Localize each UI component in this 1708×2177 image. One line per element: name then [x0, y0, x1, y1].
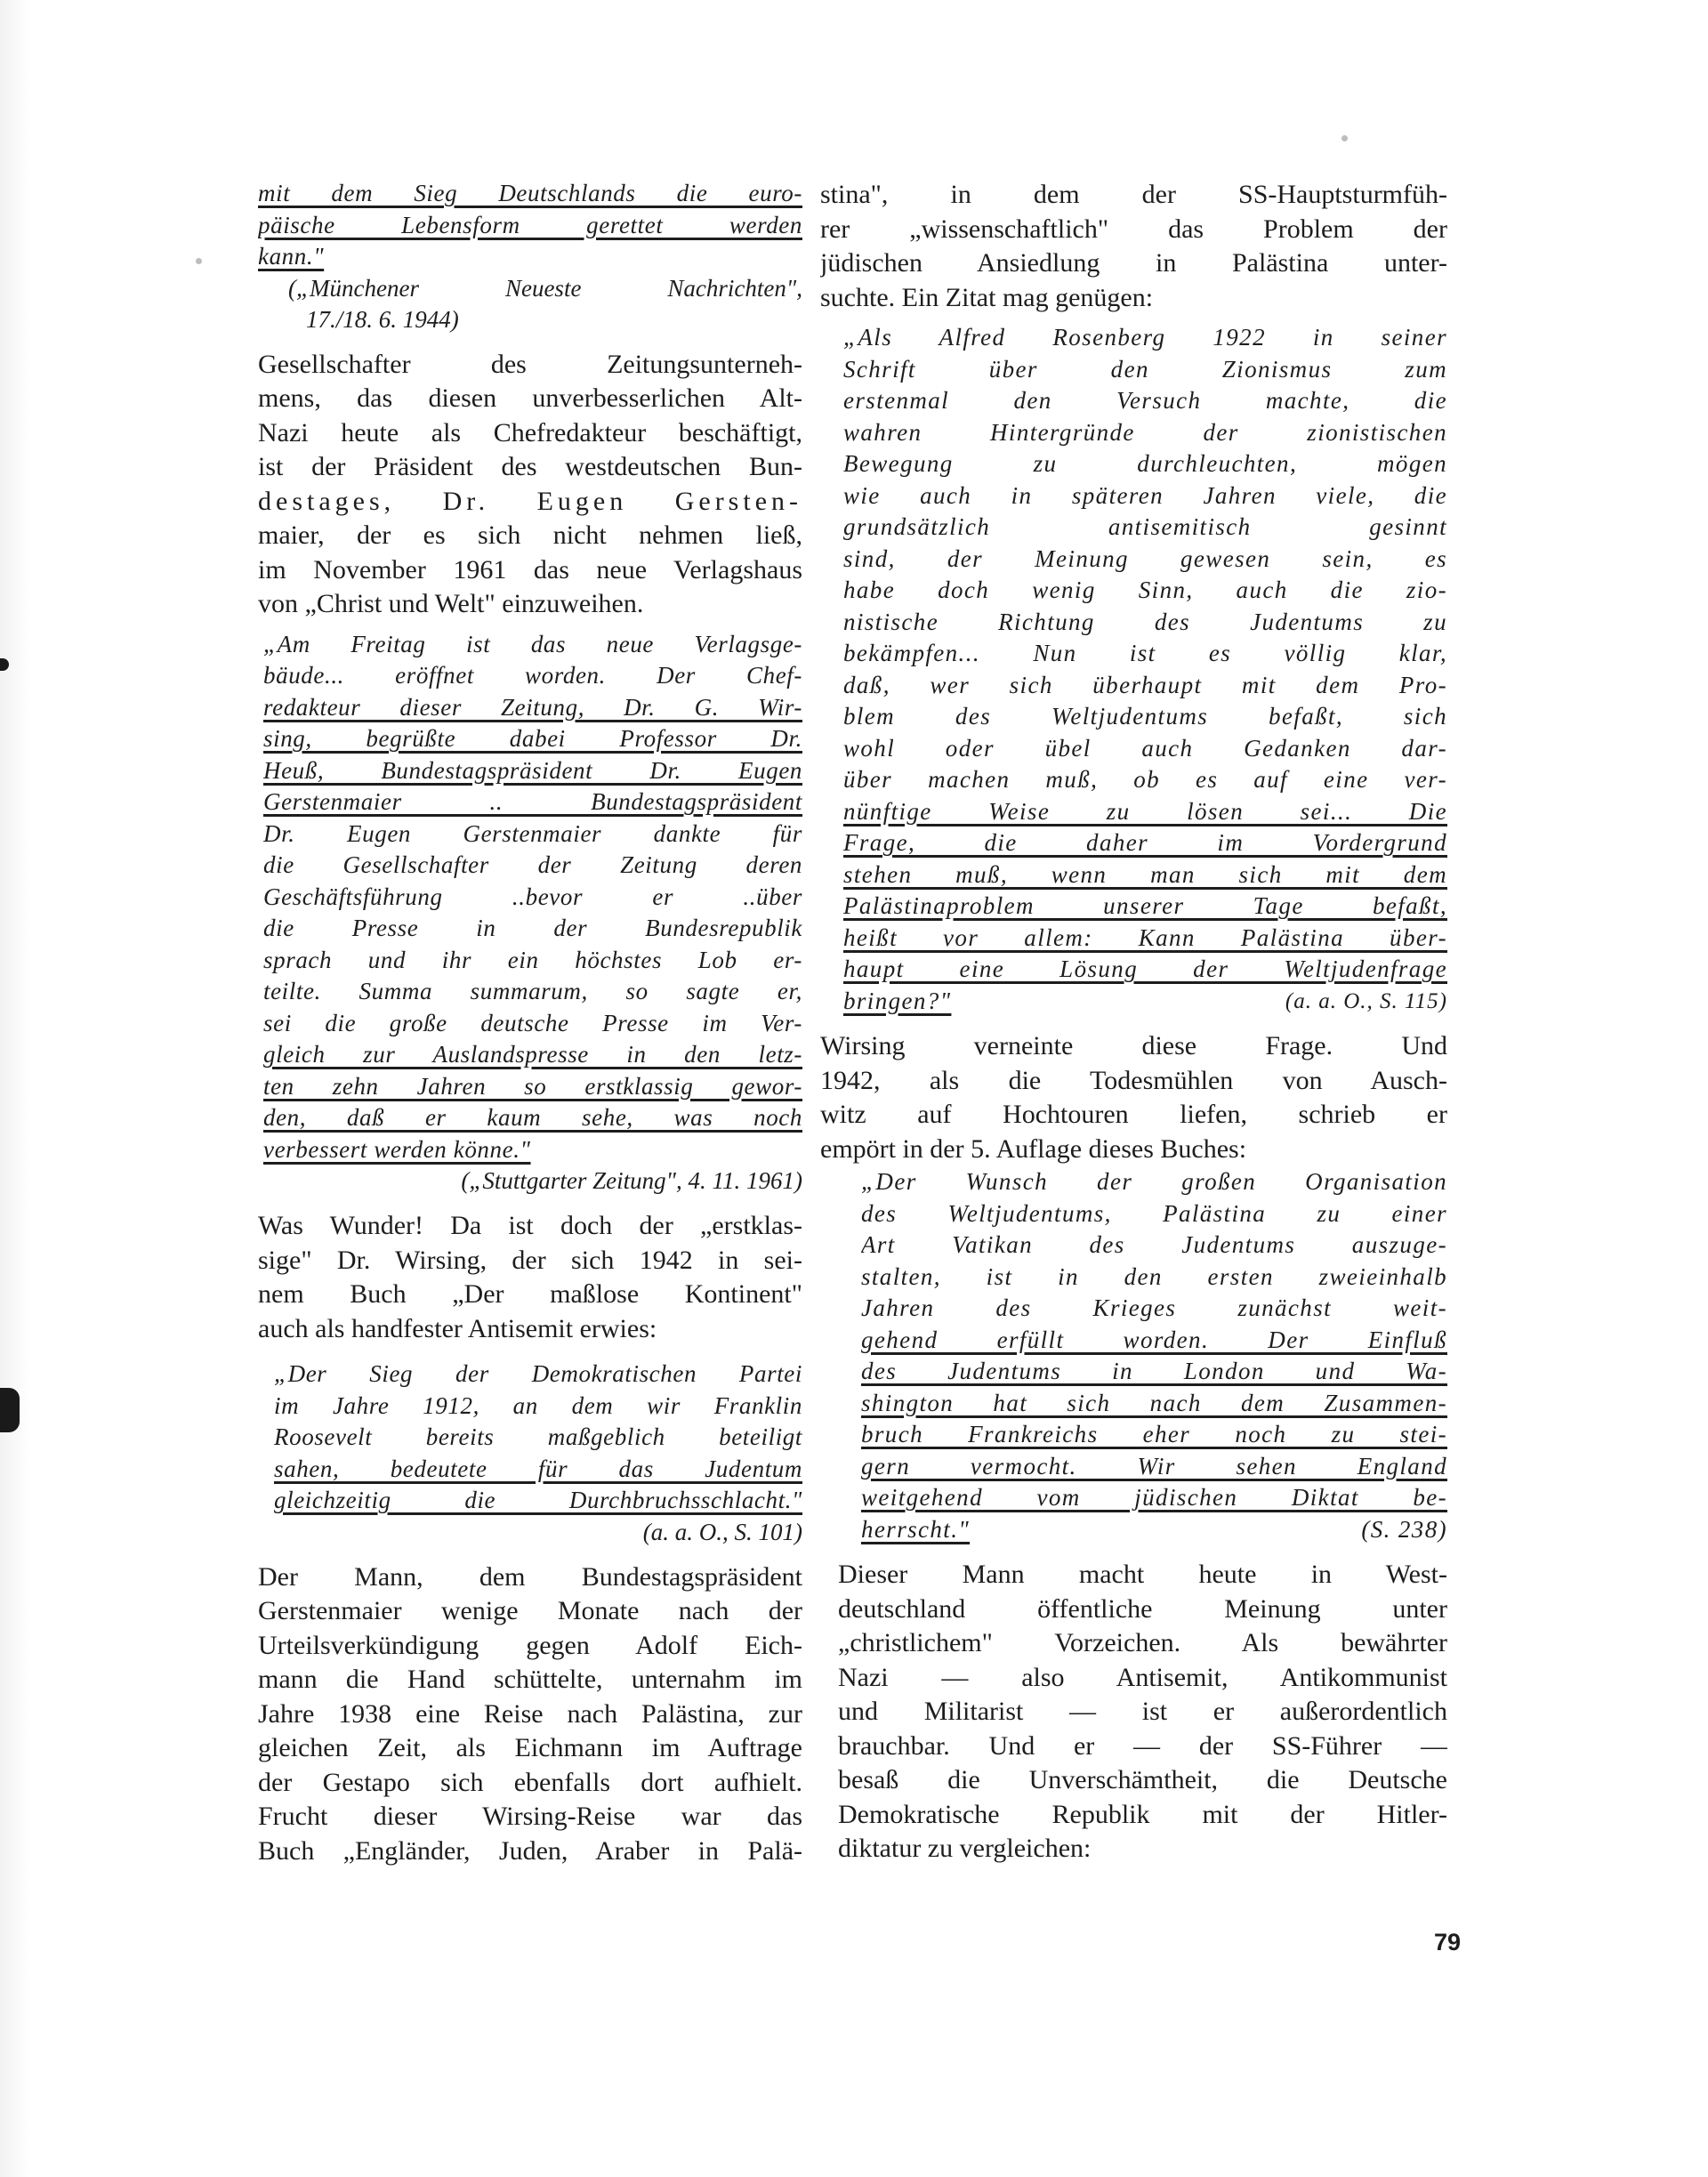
text-line: empört in der 5. Auflage dieses Buches:: [820, 1133, 1247, 1164]
text-line: jüdischen Ansiedlung in Palästina unter-: [820, 248, 1447, 278]
text-line: der Gestapo sich ebenfalls dort aufhielt.: [258, 1767, 802, 1797]
quote-line: habe doch wenig Sinn, auch die zio-: [843, 577, 1447, 603]
quote-line: „Am Freitag ist das neue Verlagsge-: [263, 630, 802, 657]
text-line: Urteilsverkündigung gegen Adolf Eich-: [258, 1630, 802, 1660]
text-line: Was Wunder! Da ist doch der „erstklas-: [258, 1211, 802, 1240]
quote-line: Gerstenmaier .. Bundestagspräsident: [263, 788, 802, 815]
quote-line: gleichzeitig die Durchbruchsschlacht.": [274, 1487, 802, 1513]
dust-speck: [196, 258, 202, 264]
quote-line: „Als Alfred Rosenberg 1922 in seiner: [843, 324, 1447, 351]
text-line: mens, das diesen unverbesserlichen Alt-: [258, 383, 802, 413]
quote-line: stehen muß, wenn man sich mit dem: [843, 860, 1447, 888]
quote-line: daß, wer sich überhaupt mit dem Pro-: [843, 671, 1447, 698]
quote-line: teilte. Summa summarum, so sagte er,: [263, 978, 802, 1004]
text-line: witz auf Hochtouren liefen, schrieb er: [820, 1100, 1447, 1129]
right-column: [820, 178, 1447, 1867]
quote-line: des Weltjudentums, Palästina zu einer: [861, 1199, 1447, 1227]
page-number: 79: [1434, 1929, 1462, 1955]
quote-line: bruch Frankreichs eher noch zu stei-: [861, 1421, 1447, 1447]
quote-line: nistische Richtung des Judentums zu: [843, 608, 1447, 635]
quote-source: [258, 1165, 802, 1197]
text-line: gleichen Zeit, als Eichmann im Auftrage: [258, 1733, 802, 1762]
quote-stuttgarter: [258, 629, 802, 1166]
quote-line: sprach und ihr ein höchstes Lob er-: [263, 946, 802, 973]
text-line: von „Christ und Welt" einzuweihen.: [258, 589, 644, 618]
quote-line: Dr. Eugen Gerstenmaier dankte für: [263, 819, 802, 847]
paragraph-wirsing-verneinte: [820, 1029, 1447, 1166]
text-line: und Militarist — ist er außerordentlich: [838, 1697, 1447, 1726]
paragraph-dieser-mann: [820, 1558, 1447, 1867]
text-line: im November 1961 das neue Verlagshaus: [258, 554, 802, 585]
text-line: Jahre 1938 eine Reise nach Palästina, zur: [258, 1698, 802, 1729]
text-line: Der Mann, dem Bundestagspräsident: [258, 1561, 802, 1592]
quote-line: die Gesellschafter der Zeitung deren: [263, 851, 802, 878]
quote-line: herrscht.": [861, 1515, 971, 1543]
quote-line: sahen, bedeutete für das Judentum: [274, 1455, 802, 1482]
quote-line: päische Lebensform gerettet werden: [258, 211, 802, 238]
text-line: auch als handfester Antisemit erwies:: [258, 1313, 657, 1343]
text-line: ist der Präsident des westdeutschen Bun-: [258, 452, 802, 481]
quote-line: sing, begrüßte dabei Professor Dr.: [263, 725, 802, 752]
quote-line: blem des Weltjudentums befaßt, sich: [843, 703, 1447, 730]
text-line: Gerstenmaier wenige Monate nach der: [258, 1596, 802, 1625]
quote-line: Bewegung zu durchleuchten, mögen: [843, 450, 1447, 477]
quote-line: über machen muß, ob es auf eine ver-: [843, 766, 1447, 793]
quote-line: die Presse in der Bundesrepublik: [263, 915, 802, 941]
text-line: Buch „Engländer, Juden, Araber in Palä-: [258, 1835, 802, 1866]
quote-line: Art Vatikan des Judentums auszuge-: [861, 1231, 1447, 1258]
text-line: stina", in dem der SS-Hauptsturmfüh-: [820, 180, 1447, 209]
source-line: („Münchener Neueste Nachrichten",: [288, 274, 802, 302]
quote-line: gern vermocht. Wir sehen England: [861, 1452, 1447, 1480]
quote-line: bringen?": [843, 987, 952, 1014]
text-line: nem Buch „Der maßlose Kontinent": [258, 1279, 802, 1309]
quote-line: bäude... eröffnet worden. Der Chef-: [263, 662, 802, 689]
quote-muenchener: [258, 178, 802, 273]
text-line: destages, Dr. Eugen Gersten-: [258, 486, 802, 516]
quote-closing-line: [861, 1514, 1447, 1546]
quote-source: (S. 238): [1361, 1515, 1447, 1543]
quote-line: Geschäftsführung ..bevor er ..über: [263, 883, 802, 910]
text-line: „christlichem" Vorzeichen. Als bewährter: [838, 1628, 1447, 1657]
quote-line: wohl oder übel auch Gedanken dar-: [843, 734, 1447, 762]
quote-line: shington hat sich nach dem Zusammen-: [861, 1389, 1447, 1416]
text-line: Dieser Mann macht heute in West-: [838, 1560, 1447, 1589]
text-line: deutschland öffentliche Meinung unter: [838, 1593, 1447, 1624]
text-line: 1942, als die Todesmühlen von Ausch-: [820, 1065, 1447, 1095]
page-edge-shadow: [0, 0, 30, 2177]
quote-line: Roosevelt bereits maßgeblich beteiligt: [274, 1423, 802, 1450]
paragraph-stina: [820, 178, 1447, 315]
text-line: rer „wissenschaftlich" das Problem der: [820, 214, 1447, 244]
text-line: Gesellschafter des Zeitungsunterneh-: [258, 349, 802, 379]
source-line: („Stuttgarter Zeitung", 4. 11. 1961): [461, 1167, 802, 1194]
quote-source: [258, 1517, 802, 1548]
source-line: 17./18. 6. 1944): [306, 305, 459, 333]
dust-speck: [1341, 135, 1348, 141]
quote-line: redakteur dieser Zeitung, Dr. G. Wir-: [263, 693, 802, 721]
quote-line: weitgehend vom jüdischen Diktat be-: [861, 1484, 1447, 1511]
binding-mark: [0, 1388, 20, 1432]
text-line: Nazi — also Antisemit, Antikommunist: [838, 1662, 1447, 1692]
text-line: suchte. Ein Zitat mag genügen:: [820, 282, 1154, 312]
quote-line: gehend erfüllt worden. Der Einfluß: [861, 1326, 1447, 1353]
quote-line: Jahren des Krieges zunächst weit-: [861, 1294, 1447, 1321]
text-line: mann die Hand schüttelte, unternahm im: [258, 1665, 802, 1694]
text-line: diktatur zu vergleichen:: [838, 1834, 1092, 1863]
text-line: Frucht dieser Wirsing-Reise war das: [258, 1802, 802, 1831]
text-line: Wirsing verneinte diese Frage. Und: [820, 1031, 1447, 1060]
quote-line: wahren Hintergründe der zionistischen: [843, 418, 1447, 446]
quote-line: sei die große deutsche Presse im Ver-: [263, 1009, 802, 1036]
quote-line: Palästinaproblem unserer Tage befaßt,: [843, 892, 1447, 919]
text-line: brauchbar. Und er — der SS-Führer —: [838, 1730, 1447, 1761]
text-line: Nazi heute als Chefredakteur beschäftigt,: [258, 417, 802, 447]
paragraph-was-wunder: [258, 1209, 802, 1346]
quote-line: „Der Sieg der Demokratischen Partei: [274, 1360, 802, 1387]
quote-closing-line: [843, 986, 1447, 1018]
paragraph-der-mann: [258, 1560, 802, 1869]
quote-line: wie auch in späteren Jahren viele, die: [843, 481, 1447, 509]
quote-line: nünftige Weise zu lösen sei... Die: [843, 797, 1447, 825]
quote-line: Schrift über den Zionismus zum: [843, 355, 1447, 383]
left-column: [258, 178, 802, 1868]
text-line: maier, der es sich nicht nehmen ließ,: [258, 520, 802, 550]
source-line: (a. a. O., S. 101): [642, 1518, 802, 1545]
quote-kontinent: [258, 1359, 802, 1517]
quote-line: haupt eine Lösung der Weltjudenfrage: [843, 955, 1447, 982]
quote-line: bekämpfen... Nun ist es völlig klar,: [843, 640, 1447, 666]
text-line: besaß die Unverschämtheit, die Deutsche: [838, 1765, 1447, 1794]
quote-line: stalten, ist in den ersten zweieinhalb: [861, 1262, 1447, 1290]
quote-line: „Der Wunsch der großen Organisation: [861, 1168, 1447, 1195]
text-line: sige" Dr. Wirsing, der sich 1942 in sei-: [258, 1245, 802, 1275]
quote-line: des Judentums in London und Wa-: [861, 1358, 1447, 1384]
quote-line: Heuß, Bundestagspräsident Dr. Eugen: [263, 756, 802, 784]
quote-source: [258, 273, 802, 335]
quote-line: Frage, die daher im Vordergrund: [843, 829, 1447, 856]
quote-source: (a. a. O., S. 115): [1285, 988, 1447, 1013]
quote-line: verbessert werden könne.": [263, 1135, 531, 1163]
quote-rosenberg: [820, 322, 1447, 1017]
quote-line: im Jahre 1912, an dem wir Franklin: [274, 1391, 802, 1419]
quote-line: mit dem Sieg Deutschlands die euro-: [258, 180, 802, 206]
quote-line: sind, der Meinung gewesen sein, es: [843, 544, 1447, 572]
quote-line: erstenmal den Versuch machte, die: [843, 387, 1447, 414]
paragraph-gesellschafter: [258, 348, 802, 622]
quote-weltjudentum: [820, 1166, 1447, 1545]
quote-line: ten zehn Jahren so erstklassig gewor-: [263, 1072, 802, 1100]
text-line: Demokratische Republik mit der Hitler-: [838, 1799, 1447, 1829]
quote-line: den, daß er kaum sehe, was noch: [263, 1104, 802, 1131]
quote-line: kann.": [258, 243, 325, 270]
quote-line: gleich zur Auslandspresse in den letz-: [263, 1041, 802, 1068]
quote-line: heißt vor allem: Kann Palästina über-: [843, 923, 1447, 951]
quote-line: grundsätzlich antisemitisch gesinnt: [843, 513, 1447, 540]
